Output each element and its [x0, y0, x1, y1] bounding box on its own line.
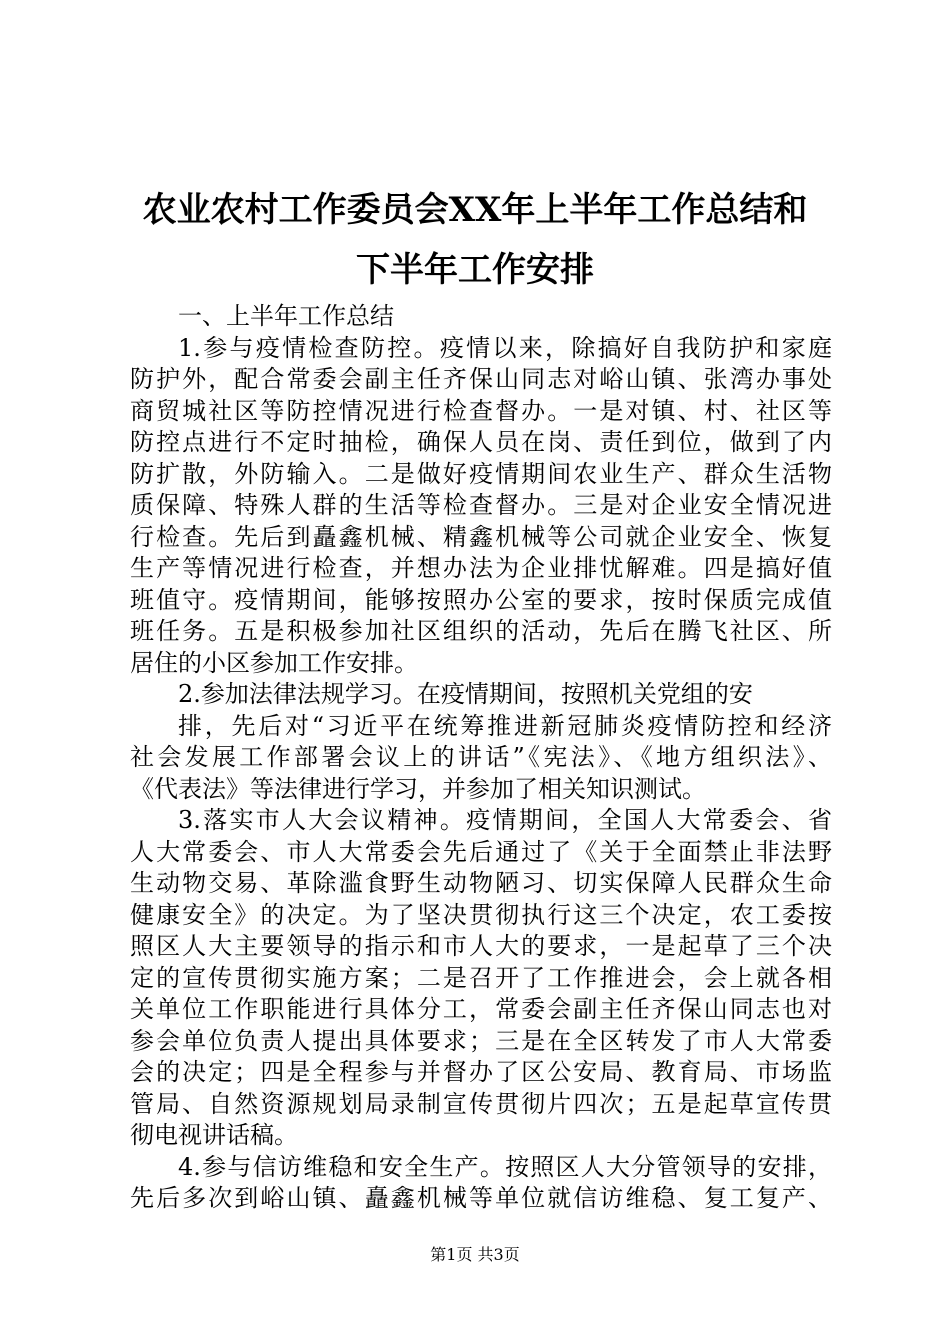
body-text-line: 关单位工作职能进行具体分工，常委会副主任齐保山同志也对 — [130, 995, 832, 1023]
body-text-line: 彻电视讲话稿。 — [130, 1121, 298, 1149]
body-text-line: 照区人大主要领导的指示和市人大的要求，一是起草了三个决 — [130, 932, 832, 960]
body-text-line: 会的决定；四是全程参与并督办了区公安局、教育局、市场监 — [130, 1058, 832, 1086]
body-text-line: 防护外，配合常委会副主任齐保山同志对峪山镇、张湾办事处 — [130, 365, 832, 393]
body-text-line: 2.参加法律法规学习。在疫情期间，按照机关党组的安 — [178, 680, 753, 708]
body-text-line: 居住的小区参加工作安排。 — [130, 648, 418, 677]
body-text-line: 社会发展工作部署会议上的讲话”《宪法》、《地方组织法》、 — [130, 743, 832, 771]
body-text-line: 先后多次到峪山镇、矗鑫机械等单位就信访维稳、复工复产、 — [130, 1184, 832, 1212]
body-text-line: 健康安全》的决定。为了坚决贯彻执行这三个决定，农工委按 — [130, 900, 832, 929]
body-text-line: 行检查。先后到矗鑫机械、精鑫机械等公司就企业安全、恢复 — [130, 522, 832, 551]
body-text-line: 生动物交易、革除滥食野生动物陋习、切实保障人民群众生命 — [130, 869, 832, 897]
body-text-line: 班任务。五是积极参加社区组织的活动，先后在腾飞社区、所 — [130, 617, 832, 645]
body-text-line: 人大常委会、市人大常委会先后通过了《关于全面禁止非法野 — [130, 837, 832, 866]
body-text-line: 3.落实市人大会议精神。疫情期间，全国人大常委会、省 — [178, 806, 832, 834]
body-text-line: 生产等情况进行检查，并想办法为企业排忧解难。四是搞好值 — [130, 554, 832, 582]
document-title-line-1: 农业农村工作委员会XX年上半年工作总结和 — [142, 190, 808, 230]
body-text-line: 1.参与疫情检查防控。疫情以来，除搞好自我防护和家庭 — [178, 333, 832, 362]
document-title-line-2: 下半年工作安排 — [356, 250, 594, 290]
body-text-line: 参会单位负责人提出具体要求；三是在全区转发了市人大常委 — [130, 1026, 832, 1055]
body-text-line: 防控点进行不定时抽检，确保人员在岗、责任到位，做到了内 — [130, 428, 832, 456]
page-footer: 第1页 共3页 — [430, 1245, 520, 1264]
document-body — [130, 301, 832, 1215]
body-text-line: 一、上半年工作总结 — [178, 302, 394, 330]
body-text-line: 班值守。疫情期间，能够按照办公室的要求，按时保质完成值 — [130, 585, 832, 614]
body-text-line: 防扩散，外防输入。二是做好疫情期间农业生产、群众生活物 — [130, 459, 832, 488]
body-text-line: 管局、自然资源规划局录制宣传贯彻片四次；五是起草宣传贯 — [130, 1089, 832, 1118]
body-text-line: 排，先后对“习近平在统筹推进新冠肺炎疫情防控和经济 — [178, 711, 832, 740]
body-text-line: 质保障、特殊人群的生活等检查督办。三是对企业安全情况进 — [130, 491, 832, 519]
body-text-line: 定的宣传贯彻实施方案；二是召开了工作推进会，会上就各相 — [130, 963, 832, 992]
body-text-line: 4.参与信访维稳和安全生产。按照区人大分管领导的安排， — [178, 1152, 832, 1181]
body-text-line: 商贸城社区等防控情况进行检查督办。一是对镇、村、社区等 — [130, 396, 832, 425]
body-text-line: 《代表法》等法律进行学习，并参加了相关知识测试。 — [130, 774, 706, 803]
